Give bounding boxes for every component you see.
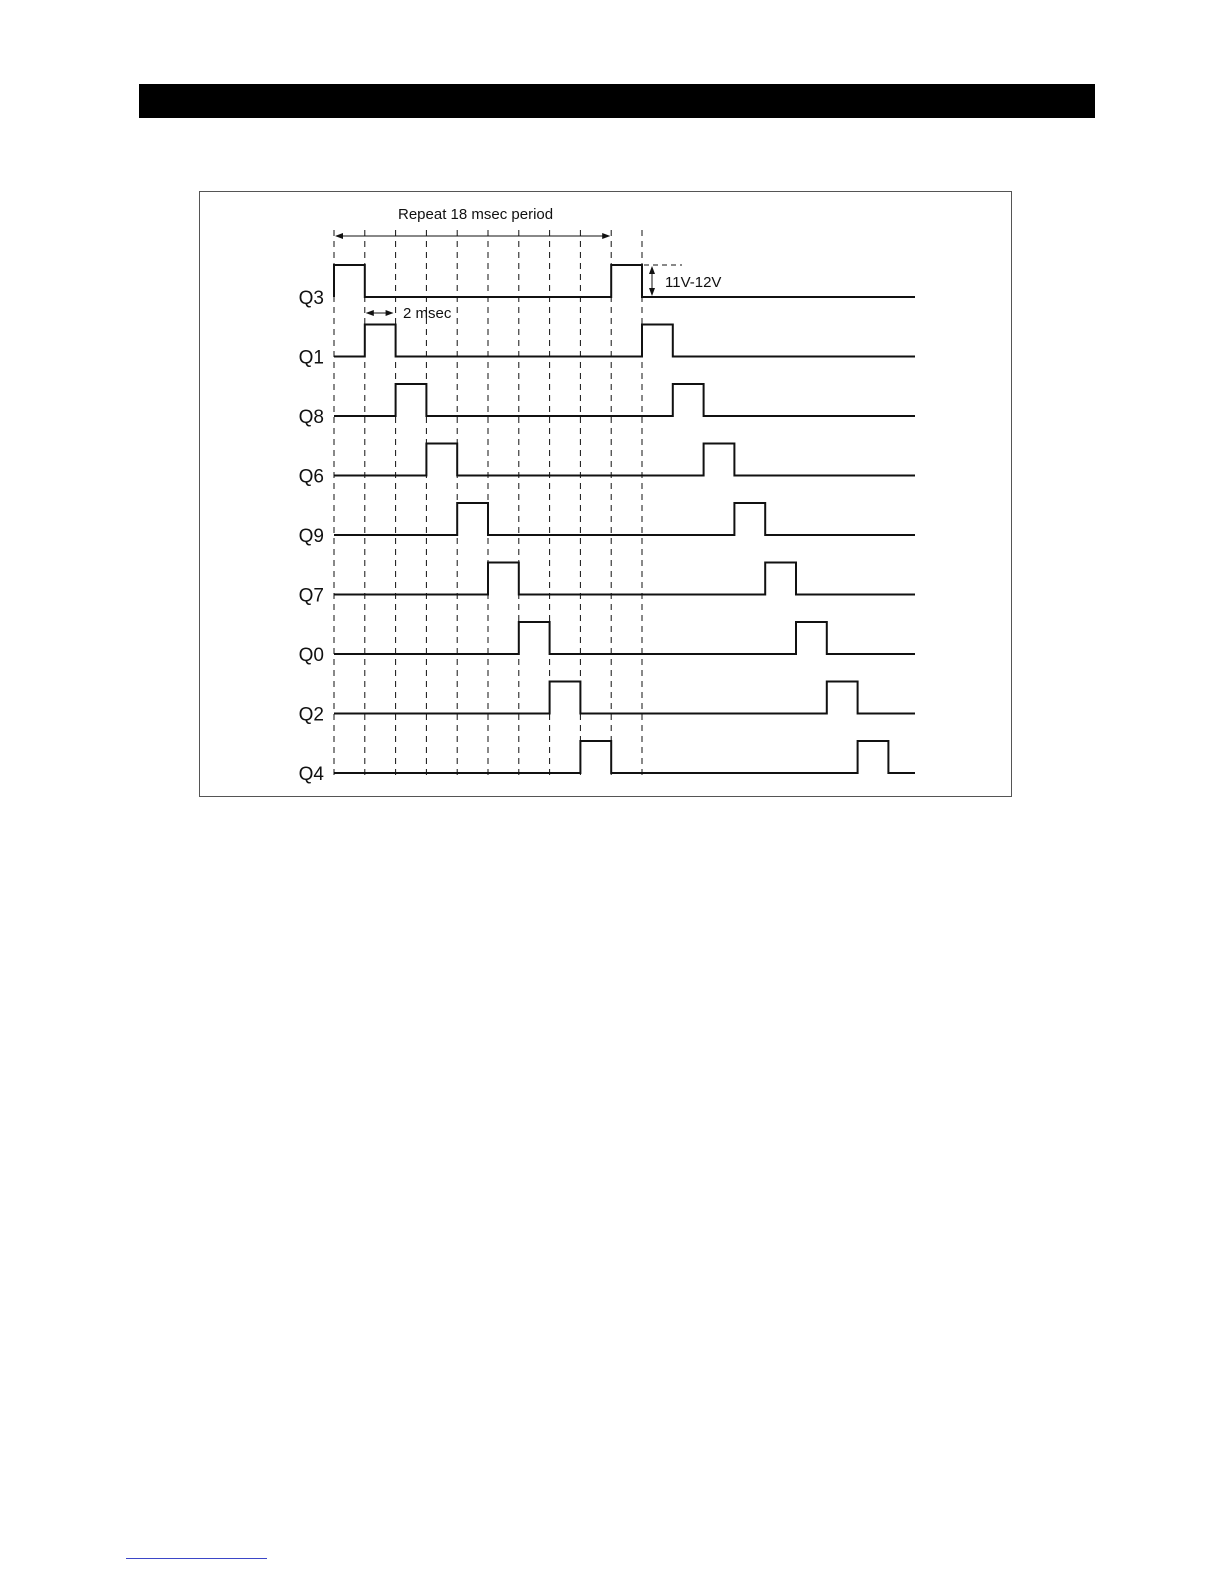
signal-label: Q6 [298,466,324,488]
signal-row [299,622,915,666]
timing-diagram-frame [199,191,1012,797]
signal-row [299,384,915,428]
signal-waveforms [299,265,915,785]
signal-label: Q1 [298,347,324,369]
waveform-q6 [334,444,915,476]
signal-label: Q3 [298,288,324,309]
signal-row [299,444,915,488]
period-label: Repeat 18 msec period [398,206,554,223]
timing-diagram [200,192,1013,798]
signal-label: Q0 [298,645,324,666]
signal-row [299,682,915,726]
waveform-q1 [334,325,915,357]
waveform-q2 [334,682,915,714]
signal-label: Q4 [298,764,324,785]
header-bar [139,84,1095,118]
signal-row [299,563,915,607]
waveform-q9 [334,503,915,535]
signal-row [299,265,915,309]
waveform-q4 [334,741,915,773]
waveform-q8 [334,384,915,416]
signal-row [299,741,915,785]
signal-row [299,325,915,369]
signal-label: Q2 [298,704,324,726]
pulse-width-label: 2 msec [403,305,452,322]
annotations [336,206,721,322]
signal-label: Q7 [298,585,324,607]
voltage-label: 11V-12V [665,274,722,291]
signal-label: Q8 [298,407,324,428]
waveform-q3 [334,265,915,297]
waveform-q0 [334,622,915,654]
footer-rule [126,1558,267,1559]
signal-label: Q9 [298,526,324,547]
signal-row [299,503,915,547]
waveform-q7 [334,563,915,595]
